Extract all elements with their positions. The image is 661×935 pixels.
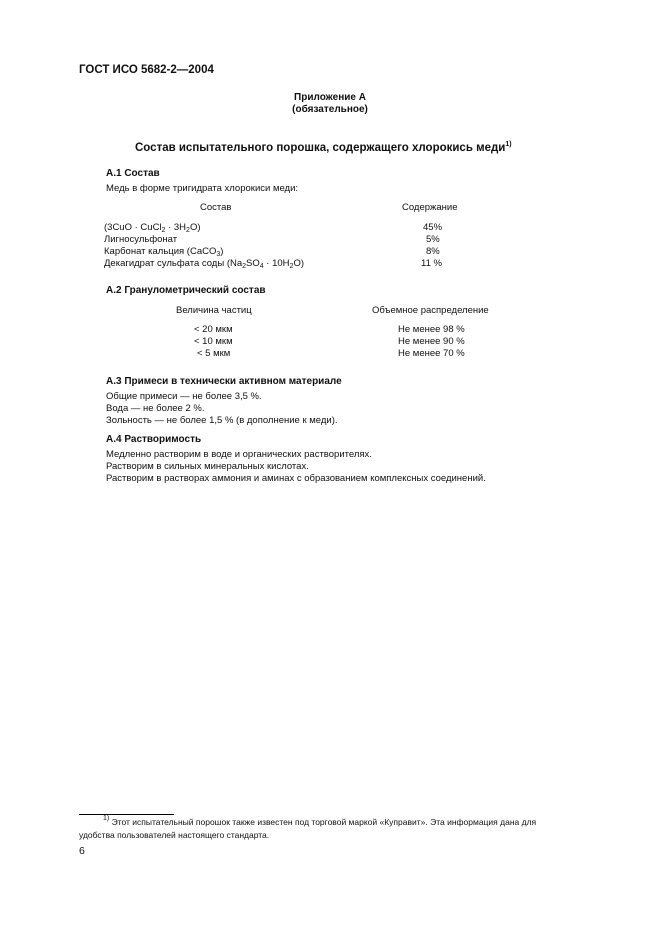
particle-distribution: Не менее 70 % bbox=[398, 348, 465, 359]
particle-distribution: Не менее 98 % bbox=[398, 324, 465, 335]
footnote-mark: 1) bbox=[103, 815, 110, 822]
particle-size: < 10 мкм bbox=[194, 336, 233, 347]
appendix-title: Приложение А bbox=[294, 92, 366, 103]
footnote-line-2: удобства пользователей настоящего стандарта. bbox=[79, 830, 270, 840]
solubility-line: Медленно растворим в воде и органических растворителях. bbox=[106, 449, 372, 460]
section-a1-intro: Медь в форме тригидрата хлорокиси меди: bbox=[106, 183, 299, 194]
impurity-line: Общие примеси — не более 3,5 %. bbox=[106, 391, 262, 402]
column-header-content: Содержание bbox=[402, 202, 458, 213]
section-a1-heading: А.1 Состав bbox=[106, 168, 160, 179]
composition-component: Декагидрат сульфата соды $(Na_2SO_4 \cdot 10H_2O)$ bbox=[104, 258, 305, 270]
particle-size: < 5 мкм bbox=[197, 348, 231, 359]
solubility-line: Растворим в растворах аммония и аминах с образованием комплексных соединений. bbox=[106, 473, 486, 484]
column-header-distribution: Объемное распределение bbox=[372, 305, 489, 316]
document-header: ГОСТ ИСО 5682-2—2004 bbox=[79, 64, 214, 76]
composition-value: 45% bbox=[423, 222, 443, 233]
particle-size: < 20 мкм bbox=[194, 324, 233, 335]
solubility-line: Растворим в сильных минеральных кислотах. bbox=[106, 461, 309, 472]
particle-distribution: Не менее 90 % bbox=[398, 336, 465, 347]
section-a4-heading: А.4 Растворимость bbox=[106, 434, 202, 445]
main-title-footnote-mark: 1) bbox=[505, 141, 512, 148]
column-header-component: Состав bbox=[200, 202, 232, 213]
composition-component: Лигносульфонат bbox=[104, 234, 178, 245]
composition-component: (3CuO · CuCl$_2$ · $3H_2O$) bbox=[104, 222, 201, 234]
footnote-separator bbox=[79, 814, 174, 815]
main-title bbox=[135, 142, 512, 154]
composition-component: Карбонат кальция (CaCO$_3$) bbox=[104, 246, 224, 258]
section-a2-heading: А.2 Гранулометрический состав bbox=[106, 285, 266, 296]
composition-value: 5% bbox=[426, 234, 440, 245]
footnote-line-1: $^{1)}$ Этот испытательный порошок также известен под торговой маркой «Куправит». Эта информация дана для bbox=[103, 815, 537, 827]
column-header-size: Величина частиц bbox=[176, 305, 252, 316]
main-title-text: Состав испытательного порошка, содержащего хлорокись меди bbox=[135, 142, 506, 154]
composition-value: 8% bbox=[426, 246, 440, 257]
impurity-line: Вода — не более 2 %. bbox=[106, 403, 205, 414]
composition-value: 11 % bbox=[421, 258, 442, 269]
appendix-status: (обязательное) bbox=[292, 104, 368, 115]
page-number: 6 bbox=[79, 845, 85, 857]
impurity-line: Зольность — не более 1,5 % (в дополнение к меди). bbox=[106, 415, 338, 426]
section-a3-heading: А.3 Примеси в технически активном материале bbox=[106, 376, 342, 387]
